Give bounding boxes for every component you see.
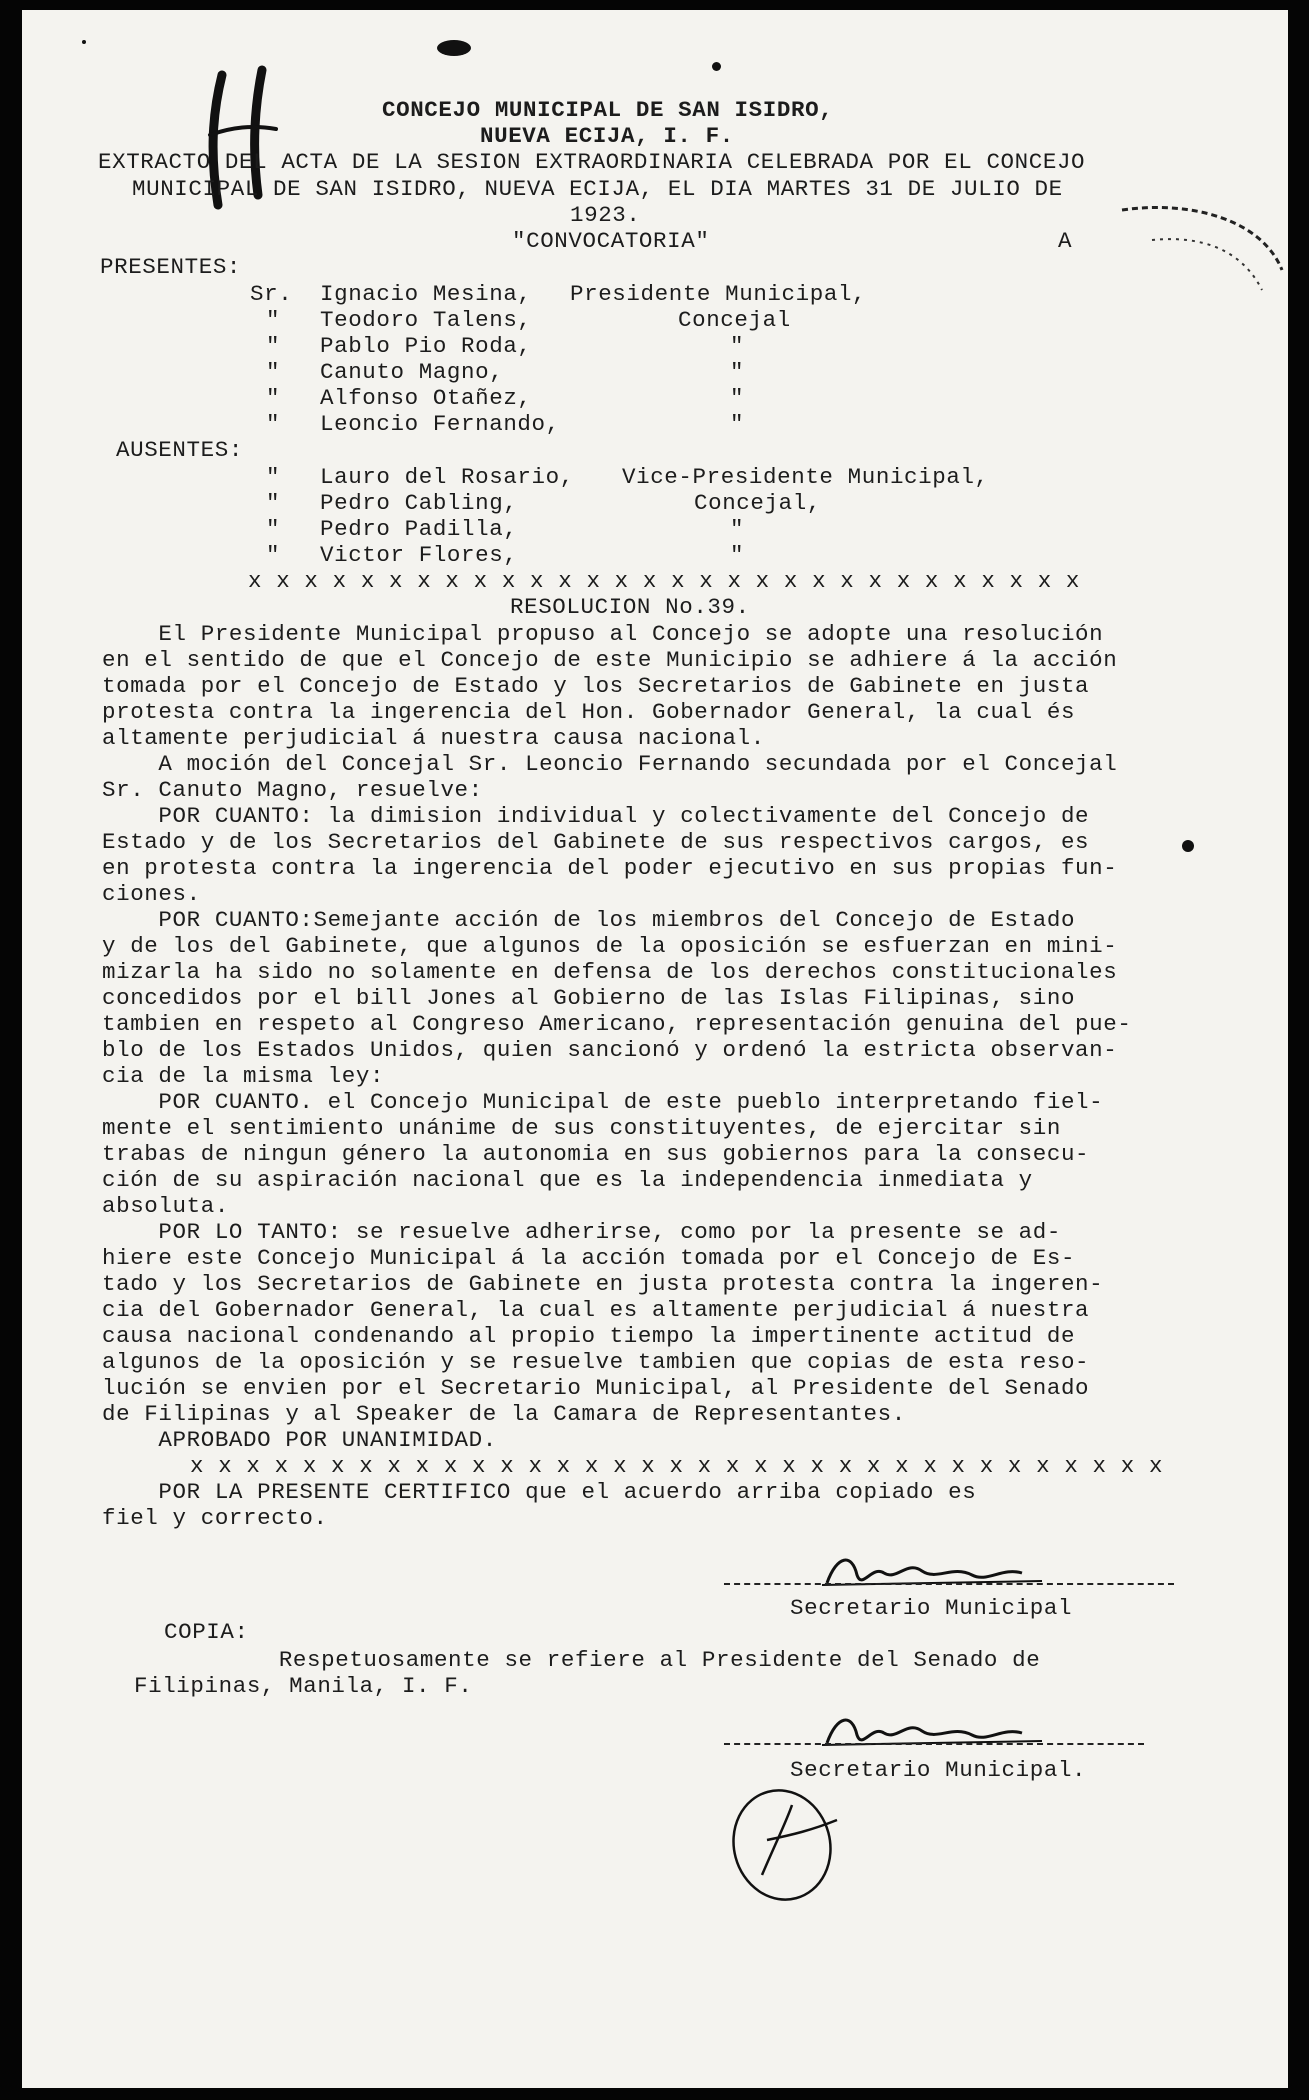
resolution-title: RESOLUCION No.39.: [510, 594, 750, 620]
member-role: Presidente Municipal,: [570, 281, 867, 307]
separator-line: x x x x x x x x x x x x x x x x x x x x x x x x x x x x x x: [248, 568, 1081, 594]
document-page: [22, 10, 1288, 2088]
member-prefix: ": [266, 385, 281, 411]
member-name: Ignacio Mesina,: [320, 281, 532, 307]
body-line: y de los del Gabinete, que algunos de la oposición se esfuerzan en mini-: [102, 933, 1118, 959]
province-line: NUEVA ECIJA, I. F.: [480, 123, 734, 149]
signature: [812, 1545, 1082, 1595]
body-line: algunos de la oposición y se resuelve tambien que copias de esta reso-: [102, 1349, 1090, 1375]
body-line: Sr. Canuto Magno, resuelve:: [102, 777, 483, 803]
convocatoria-label: "CONVOCATORIA": [512, 228, 710, 254]
separator-line: x x x x x x x x x x x x x x x x x x x x x x x x x x x x x x x x x x x: [190, 1453, 1164, 1479]
body-line: mente el sentimiento unánime de sus constituyentes, de ejercitar sin: [102, 1115, 1061, 1141]
ink-dot: [82, 40, 86, 44]
member-role: ": [730, 333, 745, 359]
body-line: POR CUANTO: la dimision individual y colectivamente del Concejo de: [102, 803, 1090, 829]
stamp-fragment: [1112, 190, 1288, 310]
member-prefix: ": [266, 411, 281, 437]
body-line: en el sentido de que el Concejo de este Municipio se adhiere á la acción: [102, 647, 1118, 673]
copia-line: Filipinas, Manila, I. F.: [134, 1673, 473, 1699]
member-prefix: Sr.: [250, 281, 293, 307]
member-role: Vice-Presidente Municipal,: [622, 464, 989, 490]
member-name: Canuto Magno,: [320, 359, 504, 385]
member-name: Victor Flores,: [320, 542, 518, 568]
member-prefix: ": [266, 516, 281, 542]
body-line: causa nacional condenando al propio tiempo la impertinente actitud de: [102, 1323, 1076, 1349]
member-prefix: ": [266, 333, 281, 359]
member-prefix: ": [266, 307, 281, 333]
council-title: CONCEJO MUNICIPAL DE SAN ISIDRO,: [382, 97, 834, 123]
extract-line-1: EXTRACTO DEL ACTA DE LA SESION EXTRAORDINARIA CELEBRADA POR EL CONCEJO: [98, 149, 1086, 175]
body-line: tado y los Secretarios de Gabinete en justa protesta contra la ingeren-: [102, 1271, 1104, 1297]
member-role: Concejal: [678, 307, 791, 333]
member-name: Leoncio Fernando,: [320, 411, 560, 437]
copia-line: Respetuosamente se refiere al Presidente del Senado de: [166, 1647, 1041, 1673]
member-prefix: ": [266, 542, 281, 568]
body-line: mizarla ha sido no solamente en defensa de los derechos constitucionales: [102, 959, 1118, 985]
member-name: Pedro Cabling,: [320, 490, 518, 516]
member-name: Lauro del Rosario,: [320, 464, 574, 490]
body-line: cia del Gobernador General, la cual es altamente perjudicial á nuestra: [102, 1297, 1090, 1323]
member-name: Teodoro Talens,: [320, 307, 532, 333]
body-line: cia de la misma ley:: [102, 1063, 385, 1089]
extract-line-2: MUNICIPAL DE SAN ISIDRO, NUEVA ECIJA, EL DIA MARTES 31 DE JULIO DE: [132, 176, 1063, 202]
signature-line: [724, 1583, 1174, 1585]
body-line: POR CUANTO. el Concejo Municipal de este pueblo interpretando fiel-: [102, 1089, 1104, 1115]
member-name: Alfonso Otañez,: [320, 385, 532, 411]
body-line: tomada por el Concejo de Estado y los Secretarios de Gabinete en justa: [102, 673, 1090, 699]
body-line: El Presidente Municipal propuso al Concejo se adopte una resolución: [102, 621, 1104, 647]
member-role: Concejal,: [694, 490, 821, 516]
body-line: ciones.: [102, 881, 201, 907]
body-line: protesta contra la ingerencia del Hon. Gobernador General, la cual és: [102, 699, 1076, 725]
body-line: POR LO TANTO: se resuelve adherirse, como por la presente se ad-: [102, 1219, 1061, 1245]
copia-label: COPIA:: [164, 1619, 249, 1645]
signature-line: [724, 1743, 1144, 1745]
body-line: de Filipinas y al Speaker de la Camara de Representantes.: [102, 1401, 906, 1427]
body-line: trabas de ningun género la autonomia en sus gobiernos para la consecu-: [102, 1141, 1090, 1167]
certification-line: POR LA PRESENTE CERTIFICO que el acuerdo arriba copiado es: [102, 1479, 977, 1505]
body-line: en protesta contra la ingerencia del poder ejecutivo en sus propias fun-: [102, 855, 1118, 881]
member-role: ": [730, 542, 745, 568]
certification-line: fiel y correcto.: [102, 1505, 328, 1531]
body-line: hiere este Concejo Municipal á la acción tomada por el Concejo de Es-: [102, 1245, 1076, 1271]
body-line: POR CUANTO:Semejante acción de los miembros del Concejo de Estado: [102, 907, 1076, 933]
body-line: APROBADO POR UNANIMIDAD.: [102, 1427, 497, 1453]
ink-blot: [437, 40, 471, 56]
member-role: ": [730, 385, 745, 411]
member-role: ": [730, 516, 745, 542]
member-prefix: ": [266, 464, 281, 490]
signature-title: Secretario Municipal: [790, 1595, 1073, 1621]
body-line: Estado y de los Secretarios del Gabinete de sus respectivos cargos, es: [102, 829, 1090, 855]
body-line: concedidos por el bill Jones al Gobierno de las Islas Filipinas, sino: [102, 985, 1076, 1011]
body-line: absoluta.: [102, 1193, 229, 1219]
body-line: ción de su aspiración nacional que es la independencia inmediata y: [102, 1167, 1033, 1193]
body-line: A moción del Concejal Sr. Leoncio Fernando secundada por el Concejal: [102, 751, 1118, 777]
member-prefix: ": [266, 490, 281, 516]
extract-line-3: 1923.: [570, 202, 641, 228]
ausentes-label: AUSENTES:: [116, 437, 243, 463]
ink-dot: [1182, 840, 1194, 852]
member-prefix: ": [266, 359, 281, 385]
body-line: blo de los Estados Unidos, quien sancionó y ordenó la estricta observan-: [102, 1037, 1118, 1063]
body-line: altamente perjudicial á nuestra causa nacional.: [102, 725, 765, 751]
member-role: ": [730, 359, 745, 385]
corner-mark: A: [1058, 228, 1073, 254]
member-name: Pedro Padilla,: [320, 516, 518, 542]
initials-scribble: [722, 1780, 862, 1910]
signature: [812, 1705, 1082, 1755]
body-line: lución se envien por el Secretario Municipal, al Presidente del Senado: [102, 1375, 1090, 1401]
member-role: ": [730, 411, 745, 437]
presentes-label: PRESENTES:: [100, 254, 242, 280]
member-name: Pablo Pio Roda,: [320, 333, 532, 359]
signature-title: Secretario Municipal.: [790, 1757, 1087, 1783]
ink-dot: [712, 62, 721, 71]
body-line: tambien en respeto al Congreso Americano, representación genuina del pue-: [102, 1011, 1132, 1037]
